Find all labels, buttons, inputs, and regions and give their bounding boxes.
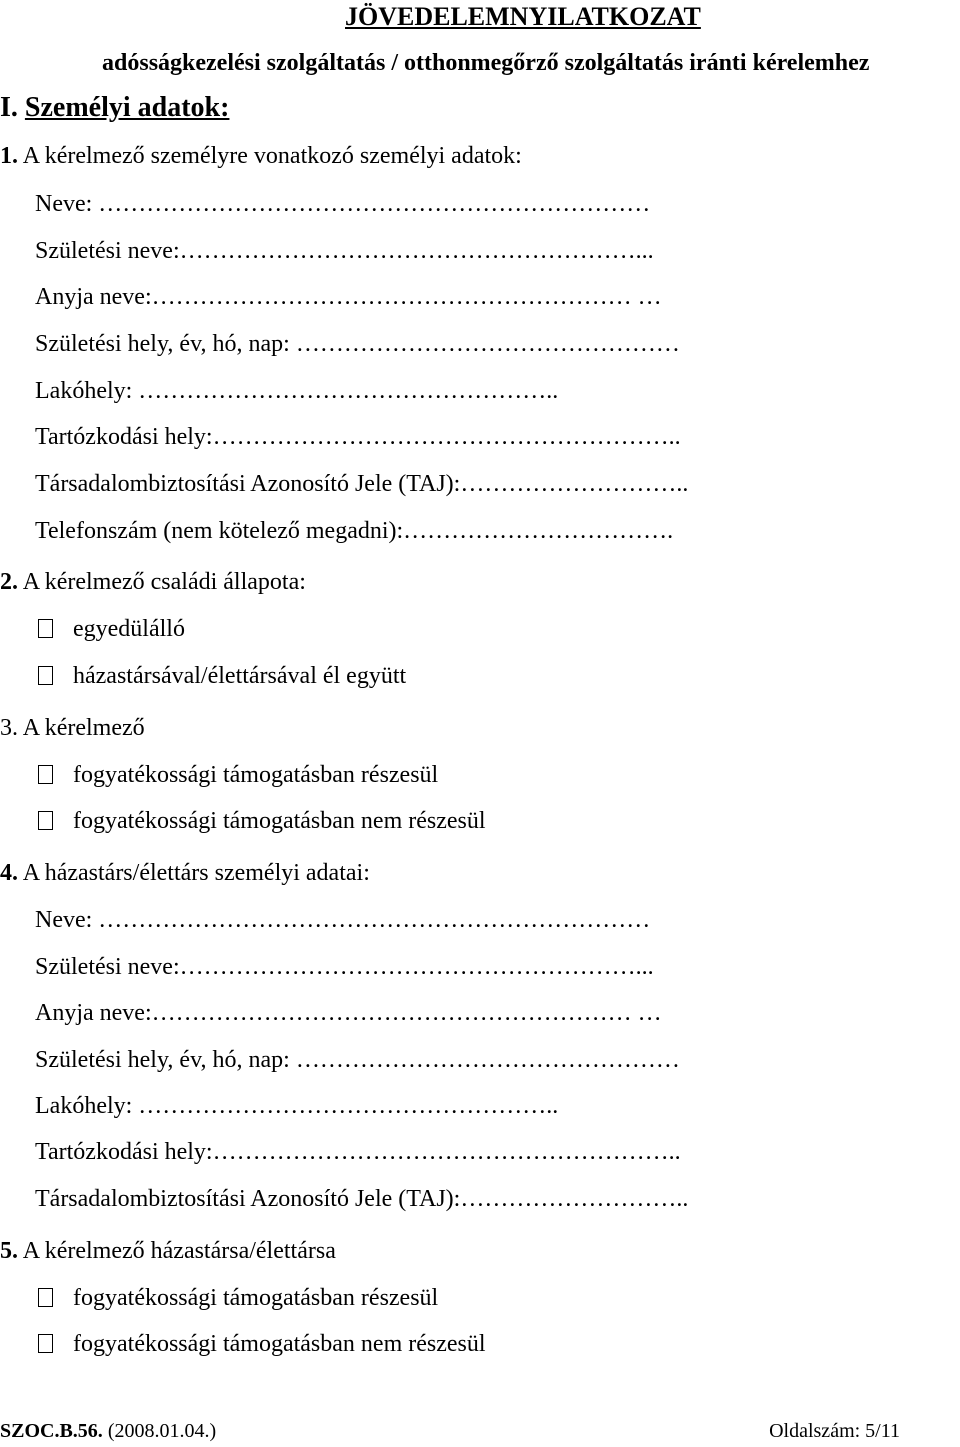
- section-heading: [0, 90, 229, 126]
- question-2-label: A kérelmező családi állapota:: [22, 569, 306, 595]
- document-title: JÖVEDELEMNYILATKOZAT: [345, 2, 701, 31]
- question-1-label: A kérelmező személyre vonatkozó személyi adatok:: [22, 143, 522, 169]
- question-5-heading: [0, 1236, 336, 1266]
- applicant-name-field[interactable]: Neve: ……………………………………………………………: [35, 191, 651, 217]
- spouse-taj-field[interactable]: Társadalombiztosítási Azonosító Jele (TAJ):………………………..: [35, 1186, 689, 1212]
- footer-form-code: [0, 1417, 216, 1445]
- option-label: házastársával/élettársával él együtt: [73, 663, 407, 689]
- marital-status-single-option[interactable]: [38, 614, 185, 644]
- option-label: fogyatékossági támogatásban nem részesül: [73, 808, 486, 834]
- applicant-disability-yes-option[interactable]: [38, 760, 438, 790]
- question-1-heading: [0, 141, 522, 171]
- spouse-residence-field[interactable]: Lakóhely: ……………………………………………..: [35, 1093, 559, 1119]
- checkbox-icon[interactable]: [38, 765, 53, 784]
- question-4-number: 4.: [0, 860, 18, 886]
- section-title: Személyi adatok:: [24, 92, 230, 123]
- applicant-birth-name-field[interactable]: Születési neve:…………………………………………………...: [35, 238, 654, 264]
- option-label: egyedülálló: [73, 616, 185, 642]
- option-label: fogyatékossági támogatásban részesül: [73, 1285, 439, 1311]
- spouse-stay-place-field[interactable]: Tartózkodási hely:…………………………………………………..: [35, 1139, 681, 1165]
- option-label: fogyatékossági támogatásban nem részesül: [73, 1331, 486, 1357]
- marital-status-married-option[interactable]: [38, 661, 406, 691]
- applicant-stay-place-field[interactable]: Tartózkodási hely:…………………………………………………..: [35, 424, 681, 450]
- form-code: SZOC.B.56.: [0, 1420, 103, 1442]
- question-3-label: A kérelmező: [22, 715, 145, 741]
- question-4-label: A házastárs/élettárs személyi adatai:: [22, 860, 370, 886]
- spouse-disability-no-option[interactable]: [38, 1329, 486, 1359]
- question-3-number: 3.: [0, 715, 18, 741]
- form-date: (2008.01.04.): [107, 1420, 217, 1442]
- checkbox-icon[interactable]: [38, 811, 53, 830]
- applicant-taj-field[interactable]: Társadalombiztosítási Azonosító Jele (TAJ):………………………..: [35, 471, 689, 497]
- document-subtitle: adósságkezelési szolgáltatás / otthonmegőrző szolgáltatás iránti kérelemhez: [102, 50, 870, 76]
- question-4-heading: [0, 858, 370, 888]
- question-2-number: 2.: [0, 569, 18, 595]
- option-label: fogyatékossági támogatásban részesül: [73, 762, 439, 788]
- checkbox-icon[interactable]: [38, 1334, 53, 1353]
- question-5-label: A kérelmező házastársa/élettársa: [22, 1238, 336, 1264]
- section-roman: I.: [0, 92, 18, 123]
- question-1-number: 1.: [0, 143, 18, 169]
- footer-page-number: Oldalszám: 5/11: [769, 1420, 900, 1442]
- applicant-birth-place-date-field[interactable]: Születési hely, év, hó, nap: …………………………………………: [35, 331, 680, 357]
- question-2-heading: [0, 567, 306, 597]
- applicant-phone-field[interactable]: Telefonszám (nem kötelező megadni):…………………………….: [35, 518, 674, 544]
- checkbox-icon[interactable]: [38, 619, 53, 638]
- spouse-disability-yes-option[interactable]: [38, 1283, 438, 1313]
- spouse-mother-name-field[interactable]: Anyja neve:…………………………………………………… …: [35, 1000, 662, 1026]
- question-3-heading: [0, 713, 145, 743]
- applicant-residence-field[interactable]: Lakóhely: ……………………………………………..: [35, 378, 559, 404]
- applicant-mother-name-field[interactable]: Anyja neve:…………………………………………………… …: [35, 284, 662, 310]
- spouse-birth-name-field[interactable]: Születési neve:…………………………………………………...: [35, 954, 654, 980]
- spouse-name-field[interactable]: Neve: ……………………………………………………………: [35, 907, 651, 933]
- applicant-disability-no-option[interactable]: [38, 806, 486, 836]
- checkbox-icon[interactable]: [38, 666, 53, 685]
- spouse-birth-place-date-field[interactable]: Születési hely, év, hó, nap: …………………………………………: [35, 1047, 680, 1073]
- checkbox-icon[interactable]: [38, 1288, 53, 1307]
- question-5-number: 5.: [0, 1238, 18, 1264]
